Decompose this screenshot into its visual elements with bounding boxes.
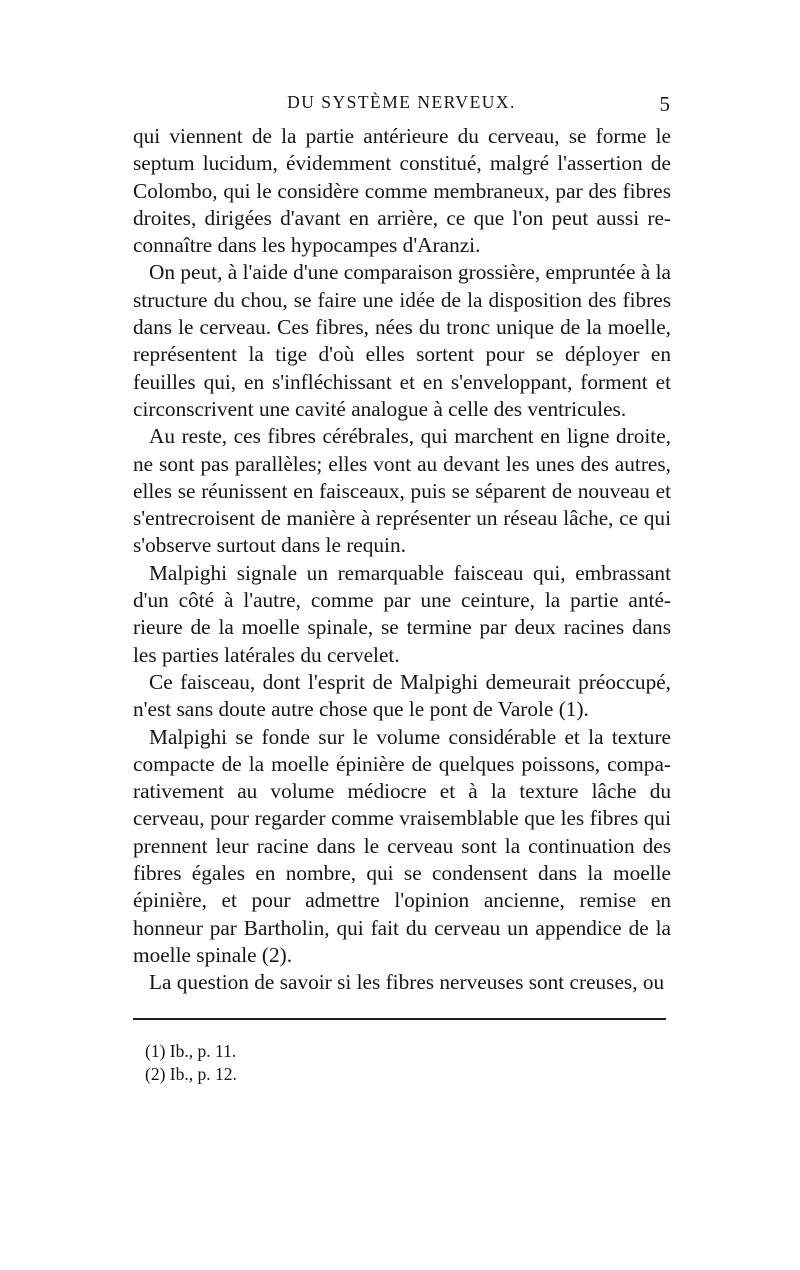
text-line: Ce faisceau, dont l'esprit de Malpighi demeurait préoccupé, [149,669,671,694]
text-line: et circonscrivent une cavité analogue à celle des ventricules. [133,369,671,421]
text-line: septum lucidum, évidemment constitué, malgré l'assertion de [133,151,671,176]
text-line: rativement au volume médiocre et à la texture lâche du cerveau, [133,779,671,831]
text-line: La question de savoir si les fibres nerveuses sont creuses, ou [149,970,665,995]
text-line: Malpighi signale un remarquable faisceau qui, embrassant [149,560,671,585]
text-line: qui viennent de la partie antérieure du cerveau, se forme le [133,124,671,148]
footnote-text: Ib., p. 11. [169,1041,237,1061]
paragraph [133,560,671,669]
page-number: 5 [659,92,670,116]
text-line: fibres dans le cerveau. Ces fibres, nées du tronc unique de la [133,287,671,340]
text-line: Colombo, qui le considère comme membraneux, par des fibres [133,178,671,203]
footnote-divider [133,1018,666,1020]
running-head [133,92,670,122]
running-title: DU SYSTÈME NERVEUX. [287,92,516,112]
text-line: Malpighi se fonde sur le volume considérable et la texture [149,724,671,749]
footnote-marker: (1) [145,1041,166,1061]
text-line: droites, dirigées d'avant en arrière, ce que l'on peut aussi re- [133,205,671,230]
text-line: n'est sans doute autre chose que le pont de Varole (1). [133,697,589,722]
footnotes [145,1040,237,1086]
text-line: admettre l'opinion ancienne, remise en honneur par Bartholin, [133,888,671,940]
footnote-marker: (2) [145,1064,166,1084]
paragraph [133,724,671,970]
text-line: connaître dans les hypocampes d'Aranzi. [133,233,481,258]
text-line: d'un côté à l'autre, comme par une ceinture, la partie anté- [133,588,671,613]
text-line: qui s'observe surtout dans le requin. [133,506,671,558]
text-line: ne sont pas parallèles; elles vont au devant les unes des autres, [133,451,671,476]
paragraph [133,423,671,559]
text-line: rieure de la moelle spinale, se termine par deux racines dans [133,615,671,640]
footnote [145,1040,237,1063]
text-line: qui fait du cerveau un appendice de la moelle spinale (2). [133,915,671,967]
text-line: en nombre, qui se condensent dans la moelle épinière, et pour [133,861,671,913]
paragraph [133,969,671,996]
text-line: les parties latérales du cervelet. [133,642,400,667]
paragraph [133,123,671,259]
text-line: pour regarder comme vraisemblable que les fibres qui prennent [133,806,671,858]
paragraph [133,669,671,724]
text-line: compacte de la moelle épinière de quelques poissons, compa- [133,751,671,776]
footnote [145,1063,237,1086]
text-line: s'entrecroisent de manière à représenter un réseau lâche, ce [133,506,639,531]
text-line: en feuilles qui, en s'infléchissant et en s'enveloppant, forment [133,342,671,394]
text-line: à la structure du chou, se faire une idée de la disposition des [133,260,671,312]
text-line: leur racine dans le cerveau sont la continuation des fibres égales [133,833,671,886]
text-line: moelle, représentent la tige d'où elles sortent pour se déployer [133,315,672,367]
text-line: On peut, à l'aide d'une comparaison grossière, empruntée [149,260,636,285]
footnote-text: Ib., p. 12. [169,1064,237,1084]
paragraph [133,259,671,423]
body-text [133,123,671,997]
text-line: elles se réunissent en faisceaux, puis se séparent de nouveau et [133,478,671,503]
text-line: Au reste, ces fibres cérébrales, qui marchent en ligne droite, [149,424,671,449]
